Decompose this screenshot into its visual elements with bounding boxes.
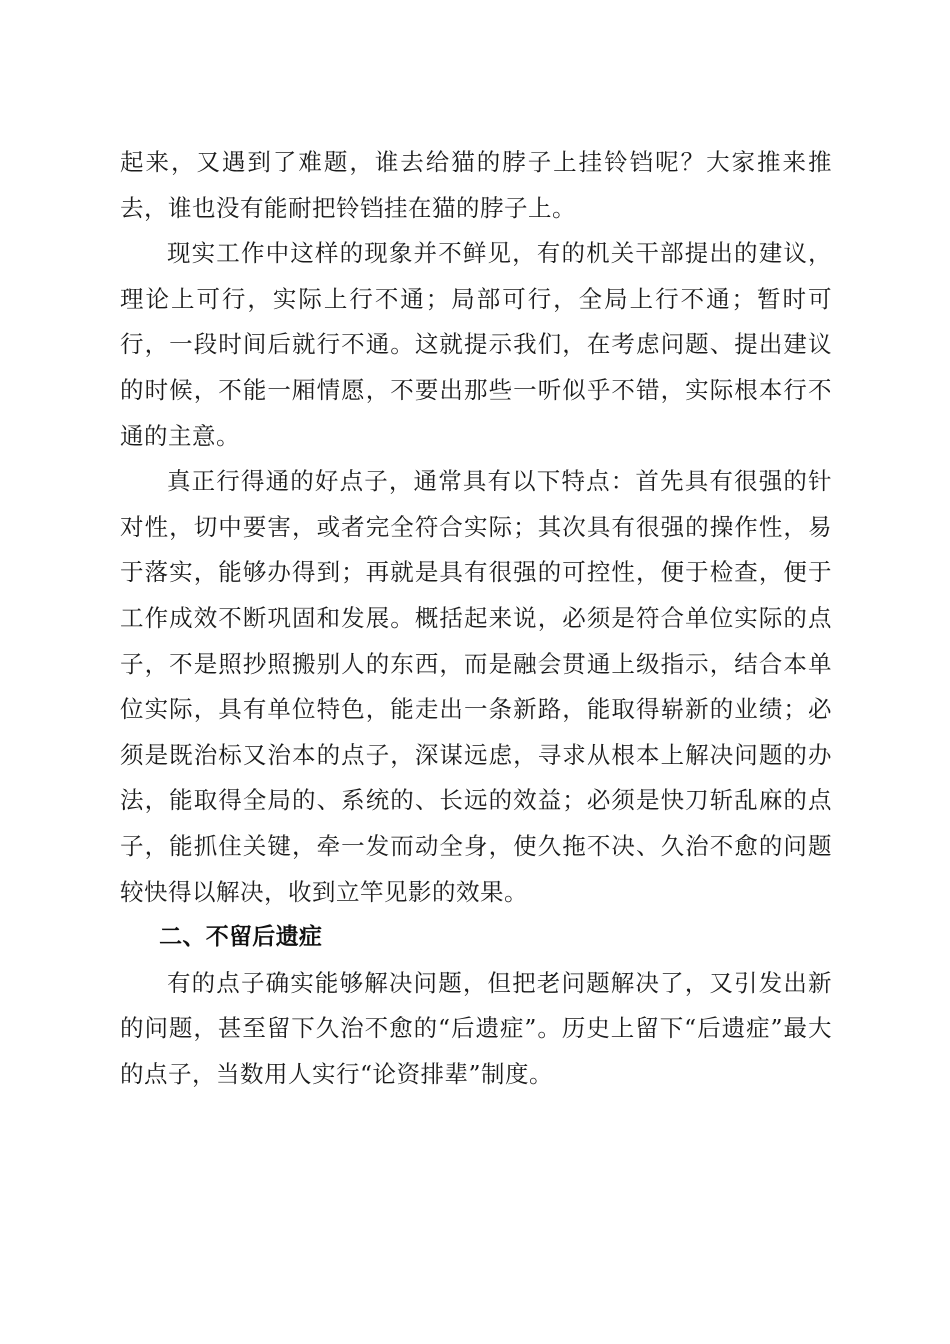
document-body [120, 140, 832, 1097]
paragraph-good-ideas-features: 真正行得通的好点子，通常具有以下特点：首先具有很强的针对性，切中要害，或者完全符合实际；其次具有很强的操作性，易于落实，能够办得到；再就是具有很强的可控性，便于检查，便于工作成效不断巩固和发展。概括起来说，必须是符合单位实际的点子，不是照抄照搬别人的东西，而是融会贯通上级指示，结合本单位实际，具有单位特色，能走出一条新路，能取得崭新的业绩；必须是既治标又治本的点子，深谋远虑，寻求从根本上解决问题的办法，能取得全局的、系统的、长远的效益；必须是快刀斩乱麻的点子，能抓住关键，牵一发而动全身，使久拖不决、久治不愈的问题较快得以解决，收到立竿见影的效果。 [120, 467, 832, 906]
paragraph-cat-bell-ending: 起来，又遇到了难题，谁去给猫的脖子上挂铃铛呢？大家推来推去，谁也没有能耐把铃铛挂在猫的脖子上。 [120, 148, 832, 222]
paragraph-aftereffects: 有的点子确实能够解决问题，但把老问题解决了，又引发出新的问题，甚至留下久治不愈的“后遗症”。历史上留下“后遗症”最大的点子，当数用人实行“论资排辈”制度。 [120, 968, 832, 1088]
section-heading-no-aftereffects: 二、不留后遗症 [159, 924, 323, 951]
paragraph-impractical-suggestions: 现实工作中这样的现象并不鲜见，有的机关干部提出的建议，理论上可行，实际上行不通；局部可行，全局上行不通；暂时可行，一段时间后就行不通。这就提示我们，在考虑问题、提出建议的时候，不能一厢情愿，不要出那些一听似乎不错，实际根本行不通的主意。 [120, 239, 832, 450]
